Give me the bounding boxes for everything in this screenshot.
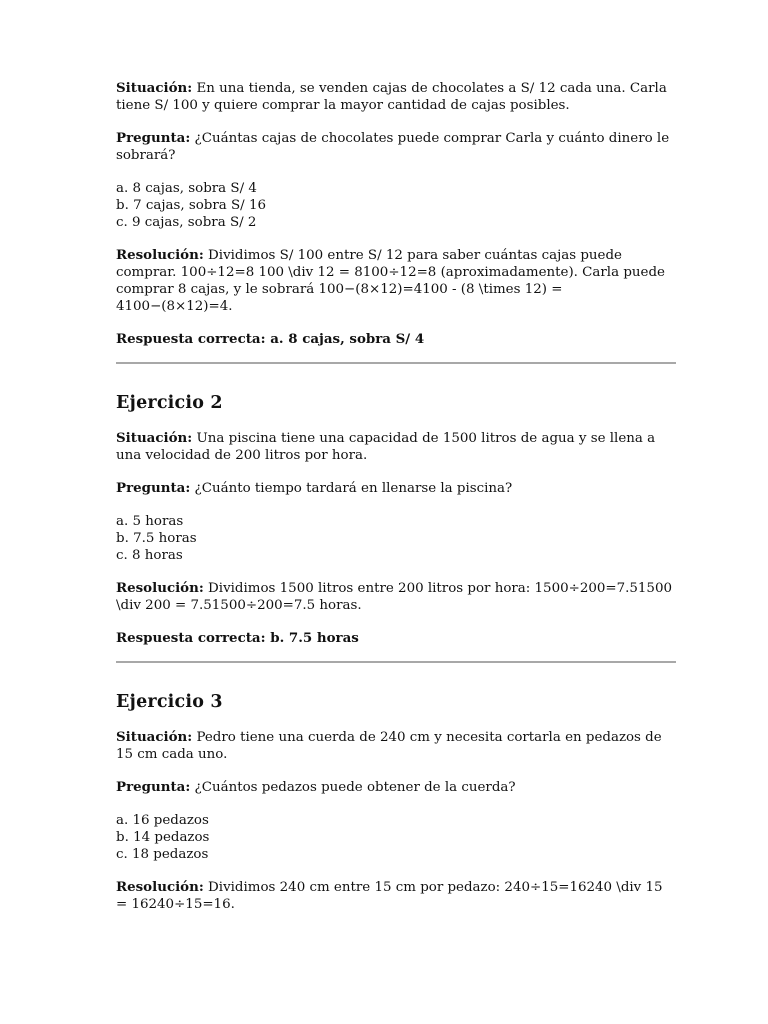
exercise-2	[116, 392, 676, 647]
option-c: c. 9 cajas, sobra S/ 2	[116, 215, 257, 230]
pregunta-text: ¿Cuánto tiempo tardará en llenarse la piscina?	[190, 481, 513, 496]
exercise-3	[116, 691, 676, 913]
respuesta-label: Respuesta correcta:	[116, 331, 266, 347]
pregunta-text: ¿Cuántos pedazos puede obtener de la cuerda?	[190, 780, 516, 795]
option-b: b. 7.5 horas	[116, 531, 197, 546]
exercise-heading: Ejercicio 3	[116, 692, 223, 712]
situacion-paragraph	[116, 80, 676, 114]
resolucion-text: Dividimos 240 cm entre 15 cm por pedazo: 240÷15=16240 \div 15 = 16240÷15=16.	[116, 880, 663, 912]
respuesta-label: Respuesta correcta:	[116, 630, 266, 646]
resolucion-label: Resolución:	[116, 879, 204, 895]
situacion-label: Situación:	[116, 80, 193, 96]
situacion-text: Pedro tiene una cuerda de 240 cm y necesita cortarla en pedazos de 15 cm cada uno.	[116, 730, 662, 762]
pregunta-paragraph	[116, 130, 676, 164]
resolucion-paragraph	[116, 580, 676, 614]
resolucion-text: Dividimos S/ 100 entre S/ 12 para saber cuántas cajas puede comprar. 100÷12=8 100 \div 12 = 8100÷12=8 (aproximadamente). Carla puede comprar 8 cajas, y le sobrará 100−(8×12)=4100 - (8 \times 12) = 4100−(8×12)=4.	[116, 248, 665, 314]
option-c: c. 18 pedazos	[116, 847, 209, 862]
option-b: b. 14 pedazos	[116, 830, 210, 845]
option-c: c. 8 horas	[116, 548, 183, 563]
option-b: b. 7 cajas, sobra S/ 16	[116, 198, 266, 213]
pregunta-label: Pregunta:	[116, 779, 191, 795]
situacion-paragraph	[116, 430, 676, 464]
exercise-1	[116, 80, 676, 348]
respuesta-text: b. 7.5 horas	[265, 630, 359, 646]
situacion-paragraph	[116, 729, 676, 763]
options-list	[116, 513, 676, 564]
pregunta-label: Pregunta:	[116, 130, 191, 146]
situacion-label: Situación:	[116, 430, 193, 446]
pregunta-label: Pregunta:	[116, 480, 191, 496]
respuesta-paragraph	[116, 331, 676, 348]
option-a: a. 5 horas	[116, 514, 184, 529]
resolucion-paragraph	[116, 879, 676, 913]
document-page	[116, 80, 676, 913]
situacion-text: Una piscina tiene una capacidad de 1500 litros de agua y se llena a una velocidad de 200 litros por hora.	[116, 431, 656, 463]
respuesta-text: a. 8 cajas, sobra S/ 4	[265, 331, 425, 347]
exercise-heading: Ejercicio 2	[116, 393, 223, 413]
option-a: a. 16 pedazos	[116, 813, 209, 828]
pregunta-text: ¿Cuántas cajas de chocolates puede comprar Carla y cuánto dinero le sobrará?	[116, 131, 670, 163]
resolucion-label: Resolución:	[116, 580, 204, 596]
pregunta-paragraph	[116, 480, 676, 497]
situacion-text: En una tienda, se venden cajas de chocolates a S/ 12 cada una. Carla tiene S/ 100 y quiere comprar la mayor cantidad de cajas posibles.	[116, 81, 667, 113]
resolucion-label: Resolución:	[116, 247, 204, 263]
pregunta-paragraph	[116, 779, 676, 796]
resolucion-text: Dividimos 1500 litros entre 200 litros por hora: 1500÷200=7.51500 \div 200 = 7.51500÷200=7.5 horas.	[116, 581, 672, 613]
resolucion-paragraph	[116, 247, 676, 315]
options-list	[116, 812, 676, 863]
option-a: a. 8 cajas, sobra S/ 4	[116, 181, 257, 196]
respuesta-paragraph	[116, 630, 676, 647]
situacion-label: Situación:	[116, 729, 193, 745]
options-list	[116, 180, 676, 231]
